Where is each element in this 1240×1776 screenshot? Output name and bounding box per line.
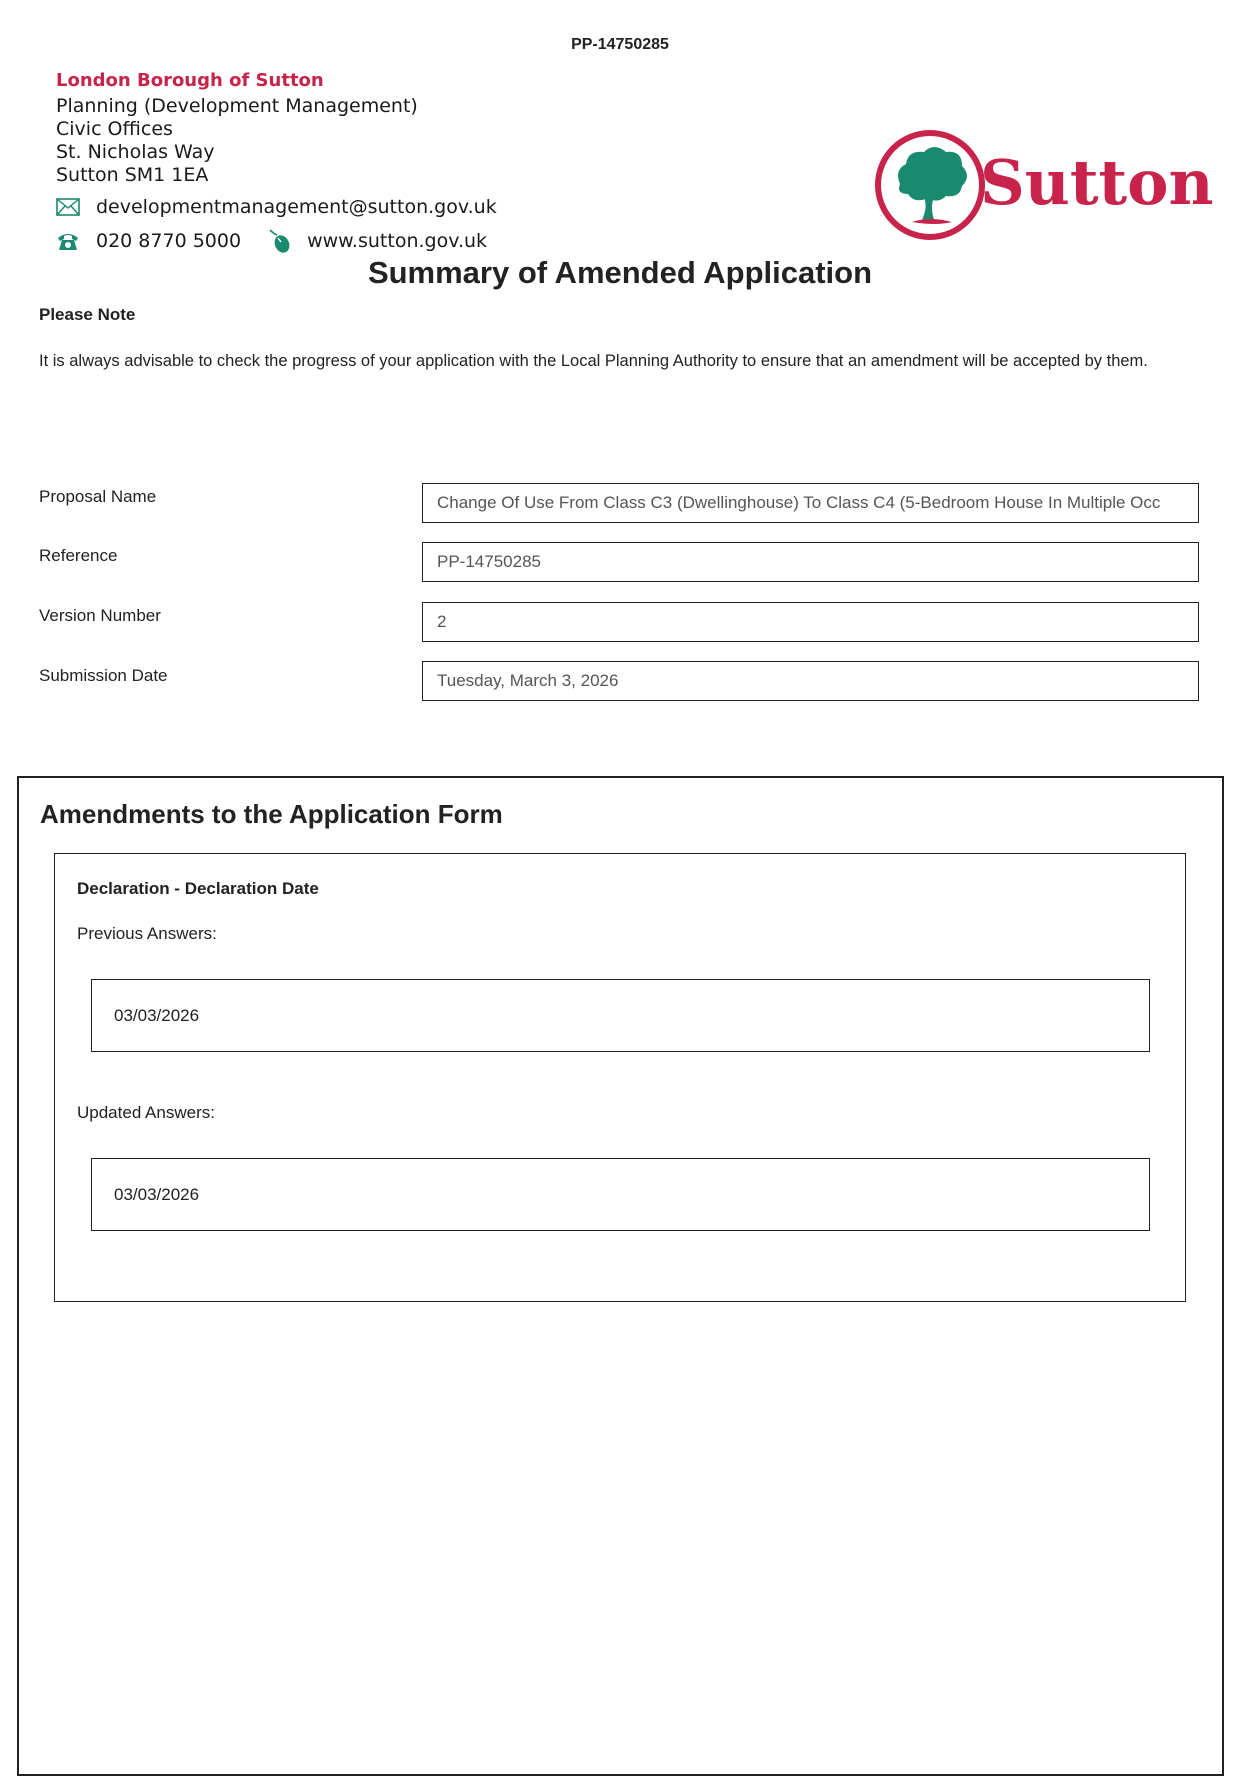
updated-answers-label: Updated Answers: bbox=[77, 1103, 215, 1122]
page-title: Summary of Amended Application bbox=[367, 255, 873, 290]
email-row bbox=[56, 193, 497, 221]
proposal-name-field[interactable]: Change Of Use From Class C3 (Dwellinghouse) To Class C4 (5-Bedroom House In Multiple Occ bbox=[422, 483, 1199, 523]
note-heading: Please Note bbox=[39, 305, 136, 324]
submission-date-field[interactable]: Tuesday, March 3, 2026 bbox=[422, 661, 1199, 701]
updated-answer-box: 03/03/2026 bbox=[91, 1158, 1150, 1231]
phone-web-row bbox=[56, 227, 497, 255]
version-number-label: Version Number bbox=[39, 606, 161, 625]
council-contact-block bbox=[56, 70, 497, 255]
note-text: It is always advisable to check the progress of your application with the Local Planning Authority to ensure that an amendment will be accepted by them. bbox=[39, 352, 1148, 370]
reference-label: Reference bbox=[39, 546, 118, 565]
telephone-icon bbox=[56, 230, 82, 252]
address-line: St. Nicholas Way bbox=[56, 141, 215, 163]
address-line: Civic Offices bbox=[56, 118, 173, 140]
page-reference: PP-14750285 bbox=[571, 36, 669, 53]
council-phone[interactable]: 020 8770 5000 bbox=[96, 230, 242, 252]
mouse-icon bbox=[267, 230, 293, 252]
address-line: Sutton SM1 1EA bbox=[56, 164, 209, 186]
envelope-icon bbox=[56, 196, 82, 218]
proposal-name-label: Proposal Name bbox=[39, 487, 157, 506]
declaration-panel bbox=[54, 853, 1186, 1302]
amendments-title: Amendments to the Application Form bbox=[40, 799, 503, 829]
previous-answer-box: 03/03/2026 bbox=[91, 979, 1150, 1052]
address-line: Planning (Development Management) bbox=[56, 95, 418, 117]
council-name: London Borough of Sutton bbox=[56, 70, 324, 91]
council-email[interactable]: developmentmanagement@sutton.gov.uk bbox=[96, 196, 497, 218]
version-number-field[interactable]: 2 bbox=[422, 602, 1199, 642]
logo-wordmark: Sutton bbox=[980, 146, 1214, 219]
submission-date-label: Submission Date bbox=[39, 666, 168, 685]
declaration-title: Declaration - Declaration Date bbox=[77, 879, 319, 898]
previous-answers-label: Previous Answers: bbox=[77, 924, 217, 943]
reference-field[interactable]: PP-14750285 bbox=[422, 542, 1199, 582]
council-website[interactable]: www.sutton.gov.uk bbox=[307, 230, 488, 252]
sutton-logo bbox=[872, 126, 1214, 244]
